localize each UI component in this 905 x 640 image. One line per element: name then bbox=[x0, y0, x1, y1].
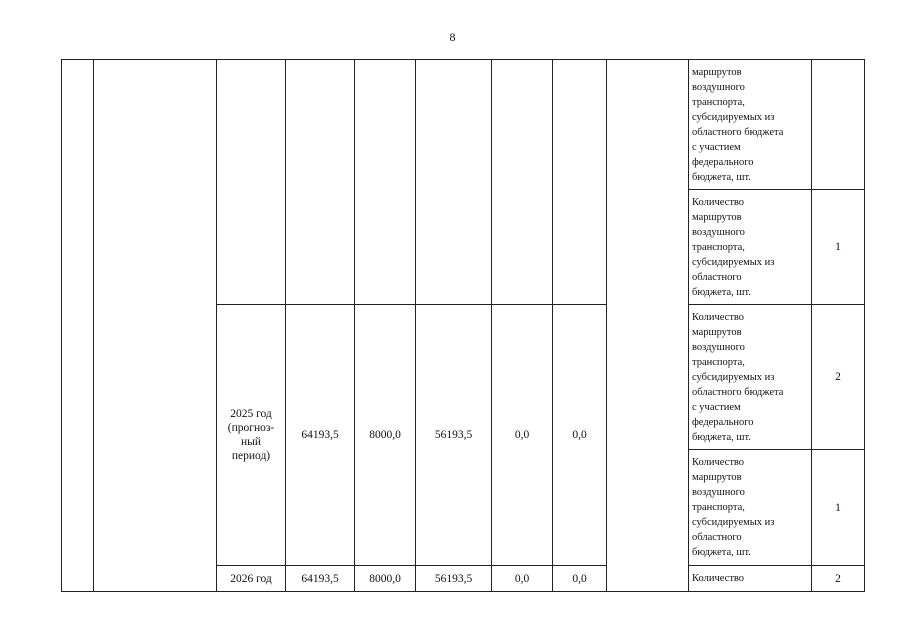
total-2026: 64193,5 bbox=[301, 572, 339, 585]
indicator-text: Количество bbox=[692, 573, 745, 584]
col2-2025: 8000,0 bbox=[369, 429, 401, 441]
indicator-value: 2 bbox=[835, 371, 841, 383]
indicator-text: Количество маршрутов воздушного транспорта, субсидируемых из областного бюджета с участием федерального бюджета, шт. bbox=[692, 312, 784, 443]
total-2025: 64193,5 bbox=[301, 429, 339, 441]
indicator-value bbox=[812, 60, 864, 189]
col4-2026: 0,0 bbox=[514, 572, 530, 585]
page-number: 8 bbox=[449, 30, 456, 44]
indicator-text: Количество маршрутов воздушного транспорта, субсидируемых из областного бюджета, шт. bbox=[692, 197, 775, 298]
indicator-value: 1 bbox=[835, 241, 841, 253]
col5-2026: 0,0 bbox=[572, 572, 587, 585]
col4-2025: 0,0 bbox=[514, 429, 530, 441]
col5-2025: 0,0 bbox=[572, 429, 587, 441]
indicator-value: 2 bbox=[835, 572, 841, 585]
col2-2026: 8000,0 bbox=[369, 572, 401, 585]
indicator-value: 1 bbox=[835, 501, 841, 514]
indicator-text: Количество маршрутов воздушного транспорта, субсидируемых из областного бюджета, шт. bbox=[692, 457, 775, 558]
indicator-text: маршрутов воздушного транспорта, субсидируемых из областного бюджета с участием федерального бюджета, шт. bbox=[692, 67, 784, 183]
col3-2026: 56193,5 bbox=[434, 572, 473, 585]
year-2026-label: 2026 год bbox=[230, 572, 272, 585]
col3-2025: 56193,5 bbox=[434, 429, 473, 441]
year-2025-label: 2025 год (прогноз- ный период) bbox=[227, 408, 275, 462]
